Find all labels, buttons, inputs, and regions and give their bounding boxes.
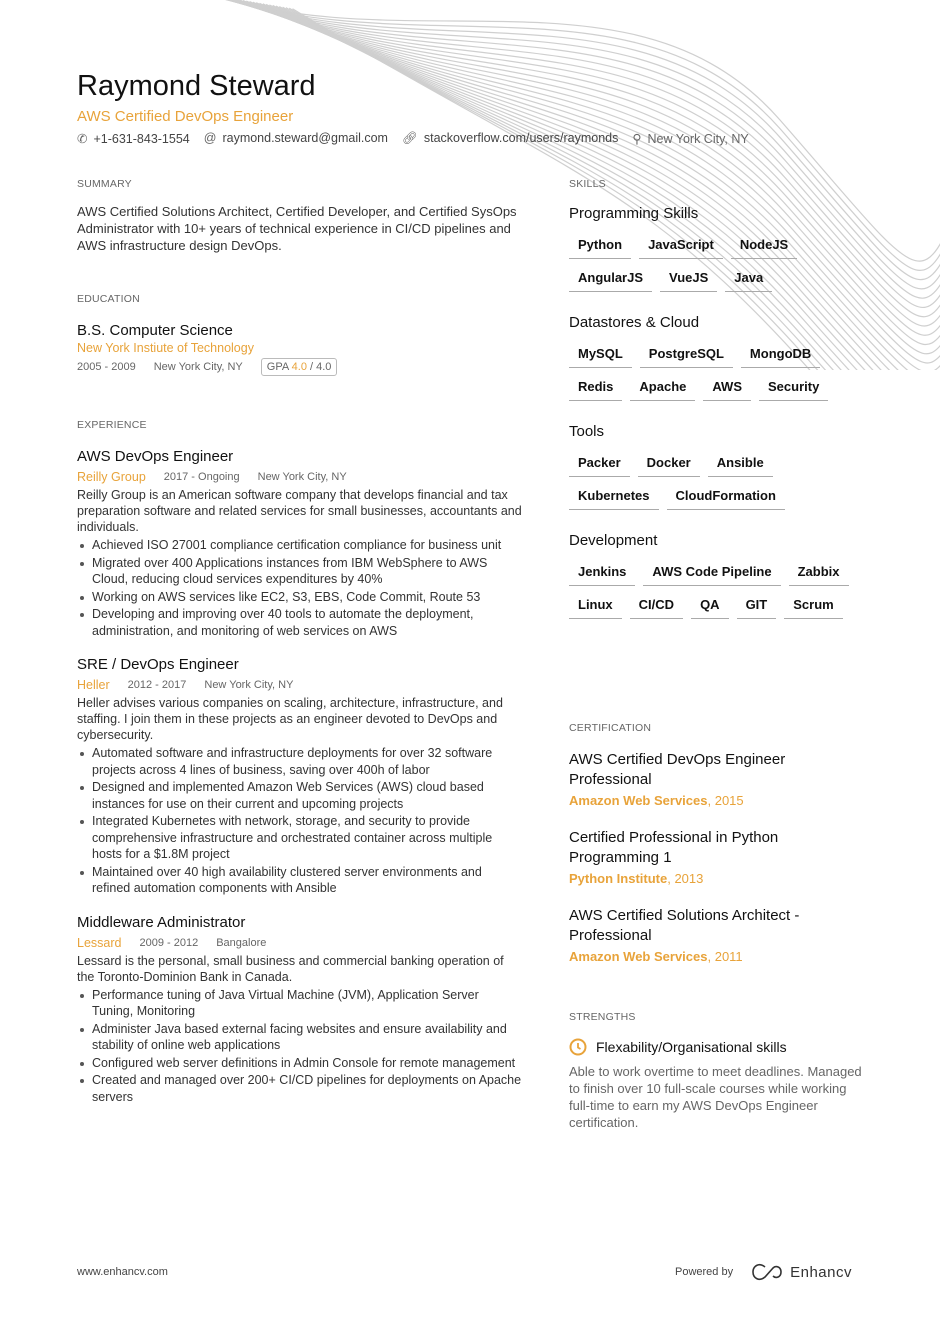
strength-title: Flexability/Organisational skills: [596, 1039, 787, 1055]
contact-location: [632, 131, 748, 146]
candidate-name: Raymond Steward: [77, 70, 316, 102]
skill-tag: Security: [759, 376, 828, 401]
job-dates: 2009 - 2012: [139, 936, 199, 949]
powered-by: Powered by: [675, 1266, 734, 1278]
skill-tag: Jenkins: [569, 561, 635, 586]
skill-tag: MongoDB: [741, 343, 820, 368]
job-entry: [77, 914, 522, 1106]
certification-item: [569, 828, 859, 886]
skill-group-title: Development: [569, 532, 658, 549]
certification-item: [569, 750, 859, 808]
strength-text: Able to work overtime to meet deadlines. Managed to finish over 10 full-scale courses while working full-time to earn my AWS DevOps Engineer certification.: [569, 1064, 862, 1130]
cert-title: Certified Professional in Python Programming 1: [569, 829, 779, 866]
skill-tag: GIT: [737, 594, 777, 619]
skills-heading: SKILLS: [569, 178, 606, 190]
footer-brand: [675, 1263, 852, 1281]
at-icon: @: [203, 131, 217, 145]
skill-tag: Kubernetes: [569, 485, 659, 510]
cert-issuer: Amazon Web Services: [569, 793, 708, 808]
education-heading: EDUCATION: [77, 293, 140, 305]
cert-issuer: Amazon Web Services: [569, 949, 708, 964]
footer-url[interactable]: www.enhancv.com: [77, 1266, 168, 1278]
job-bullet: Maintained over 40 high availability clustered server environments and refined automation components with Ansible: [77, 864, 522, 897]
job-location: New York City, NY: [204, 679, 294, 691]
skill-tag: Redis: [569, 376, 622, 401]
skill-tag: Docker: [638, 452, 700, 477]
edu-dates: 2005 - 2009: [77, 361, 136, 373]
experience-heading: EXPERIENCE: [77, 419, 147, 431]
skill-group-title: Programming Skills: [569, 205, 699, 222]
skill-tag: Python: [569, 234, 631, 259]
cert-year: , 2011: [707, 949, 743, 964]
job-role: AWS DevOps Engineer: [77, 448, 234, 465]
skill-tag: Apache: [630, 376, 695, 401]
contact-email[interactable]: [204, 131, 388, 146]
enhancv-logo-icon: [751, 1263, 783, 1281]
brand-name: Enhancv: [790, 1263, 852, 1281]
email-text: raymond.steward@gmail.com: [222, 131, 388, 145]
gpa-value: 4.0: [291, 361, 307, 373]
skill-group: [569, 532, 869, 619]
job-bullet: Configured web server definitions in Admin Console for remote management: [77, 1055, 522, 1072]
cert-year: , 2015: [707, 793, 744, 808]
skill-group: [569, 423, 869, 510]
skill-tag: QA: [691, 594, 729, 619]
certification-heading: CERTIFICATION: [569, 722, 652, 734]
job-role: SRE / DevOps Engineer: [77, 656, 239, 673]
skill-group-title: Datastores & Cloud: [569, 314, 700, 331]
summary-section: [77, 178, 522, 254]
link-icon: 🔗︎: [401, 131, 418, 145]
cert-title: AWS Certified Solutions Architect - Professional: [569, 907, 800, 944]
contact-row: [77, 131, 749, 146]
skill-tag: AngularJS: [569, 267, 652, 292]
job-bullet: Developing and improving over 40 tools to automate the deployment, administration, and monitoring of web services on AWS: [77, 606, 522, 639]
skill-tag: CloudFormation: [667, 485, 785, 510]
skill-tag: Scrum: [784, 594, 842, 619]
skill-tag: Packer: [569, 452, 630, 477]
skill-tag: JavaScript: [639, 234, 723, 259]
job-location: New York City, NY: [257, 471, 347, 483]
job-bullet: Designed and implemented Amazon Web Services (AWS) cloud based instances for use on their current and upcoming projects: [77, 779, 522, 812]
location-icon: ⚲: [632, 132, 642, 146]
skill-group: [569, 205, 869, 292]
contact-phone[interactable]: [77, 131, 190, 146]
education-section: [77, 293, 522, 376]
skill-tag: Zabbix: [789, 561, 849, 586]
summary-text: AWS Certified Solutions Architect, Certified Developer, and Certified SysOps Administrator with 10+ years of technical experience in CI/CD pipelines and AWS infrastructure design DevOps.: [77, 204, 517, 253]
job-location: Bangalore: [216, 936, 267, 949]
job-bullets: [77, 987, 522, 1106]
cert-title: AWS Certified DevOps Engineer Professional: [569, 751, 786, 788]
job-description: Lessard is the personal, small business and commercial banking operation of the Toronto-Dominion Bank in Canada.: [77, 953, 504, 984]
degree: B.S. Computer Science: [77, 322, 233, 339]
certification-section: [569, 722, 859, 984]
phone-icon: ✆: [77, 132, 88, 146]
experience-section: [77, 419, 522, 1122]
location-text: New York City, NY: [647, 132, 749, 146]
certification-item: [569, 906, 859, 964]
skill-tag: MySQL: [569, 343, 632, 368]
job-entry: [77, 656, 522, 897]
gpa-label: GPA: [266, 361, 289, 373]
strengths-heading: STRENGTHS: [569, 1011, 636, 1023]
skill-tag: AWS Code Pipeline: [643, 561, 780, 586]
skill-tag: NodeJS: [731, 234, 797, 259]
job-description: Reilly Group is an American software company that develops financial and tax preparation software and related services for small businesses, accountants and individuals.: [77, 488, 522, 534]
job-bullet: Created and managed over 200+ CI/CD pipelines for deployments on Apache servers: [77, 1072, 522, 1105]
skill-tag: Ansible: [708, 452, 773, 477]
strengths-section: [569, 1011, 869, 1131]
clock-icon: [569, 1038, 587, 1056]
job-entry: [77, 448, 522, 639]
skill-tag: CI/CD: [630, 594, 683, 619]
skill-group: [569, 314, 869, 401]
job-bullet: Automated software and infrastructure deployments for over 32 software projects across 4 lines of business, saving over 400h of labor: [77, 745, 522, 778]
gpa-max: / 4.0: [310, 361, 332, 373]
job-dates: 2012 - 2017: [127, 679, 187, 691]
job-company: Lessard: [77, 935, 122, 950]
job-bullets: [77, 745, 522, 897]
cert-issuer: Python Institute: [569, 871, 668, 886]
job-company: Reilly Group: [77, 470, 146, 484]
skill-tag: VueJS: [660, 267, 717, 292]
job-role: Middleware Administrator: [77, 913, 246, 931]
job-bullet: Integrated Kubernetes with network, storage, and security to provide comprehensive infrastructure and orchestrated container across multiple hosts for a $1.8M project: [77, 813, 522, 863]
job-description: Heller advises various companies on scaling, architecture, infrastructure, and staffing. I join them in these projects as an engineer devoted to DevOps and cybersecurity.: [77, 696, 503, 742]
skill-group-title: Tools: [569, 423, 605, 440]
job-bullets: [77, 537, 522, 639]
link-text: stackoverflow.com/users/raymonds: [423, 131, 619, 145]
summary-heading: SUMMARY: [77, 178, 132, 190]
job-bullet: Migrated over 400 Applications instances from IBM WebSphere to AWS Cloud, reducing cloud services expenditures by 40%: [77, 555, 522, 588]
job-bullet: Working on AWS services like EC2, S3, EBS, Code Commit, Route 53: [77, 589, 522, 606]
job-company: Heller: [77, 678, 110, 692]
school: New York Instiute of Technology: [77, 341, 254, 355]
skill-tag: PostgreSQL: [640, 343, 733, 368]
gpa-badge: [261, 358, 338, 376]
edu-location: New York City, NY: [153, 361, 243, 373]
skill-tag: AWS: [703, 376, 751, 401]
skill-tag: Java: [725, 267, 772, 292]
job-bullet: Performance tuning of Java Virtual Machine (JVM), Application Server Tuning, Monitoring: [77, 987, 522, 1020]
job-bullet: Achieved ISO 27001 compliance certification compliance for business unit: [77, 537, 522, 554]
skill-tag: Linux: [569, 594, 622, 619]
job-bullet: Administer Java based external facing websites and ensure availability and stability of online web applications: [77, 1021, 522, 1054]
candidate-title: AWS Certified DevOps Engineer: [77, 108, 294, 125]
contact-link[interactable]: [402, 131, 618, 146]
skills-section: [569, 178, 869, 641]
cert-year: , 2013: [667, 871, 704, 886]
job-dates: 2017 - Ongoing: [163, 471, 240, 483]
phone-text: +1-631-843-1554: [93, 132, 190, 146]
